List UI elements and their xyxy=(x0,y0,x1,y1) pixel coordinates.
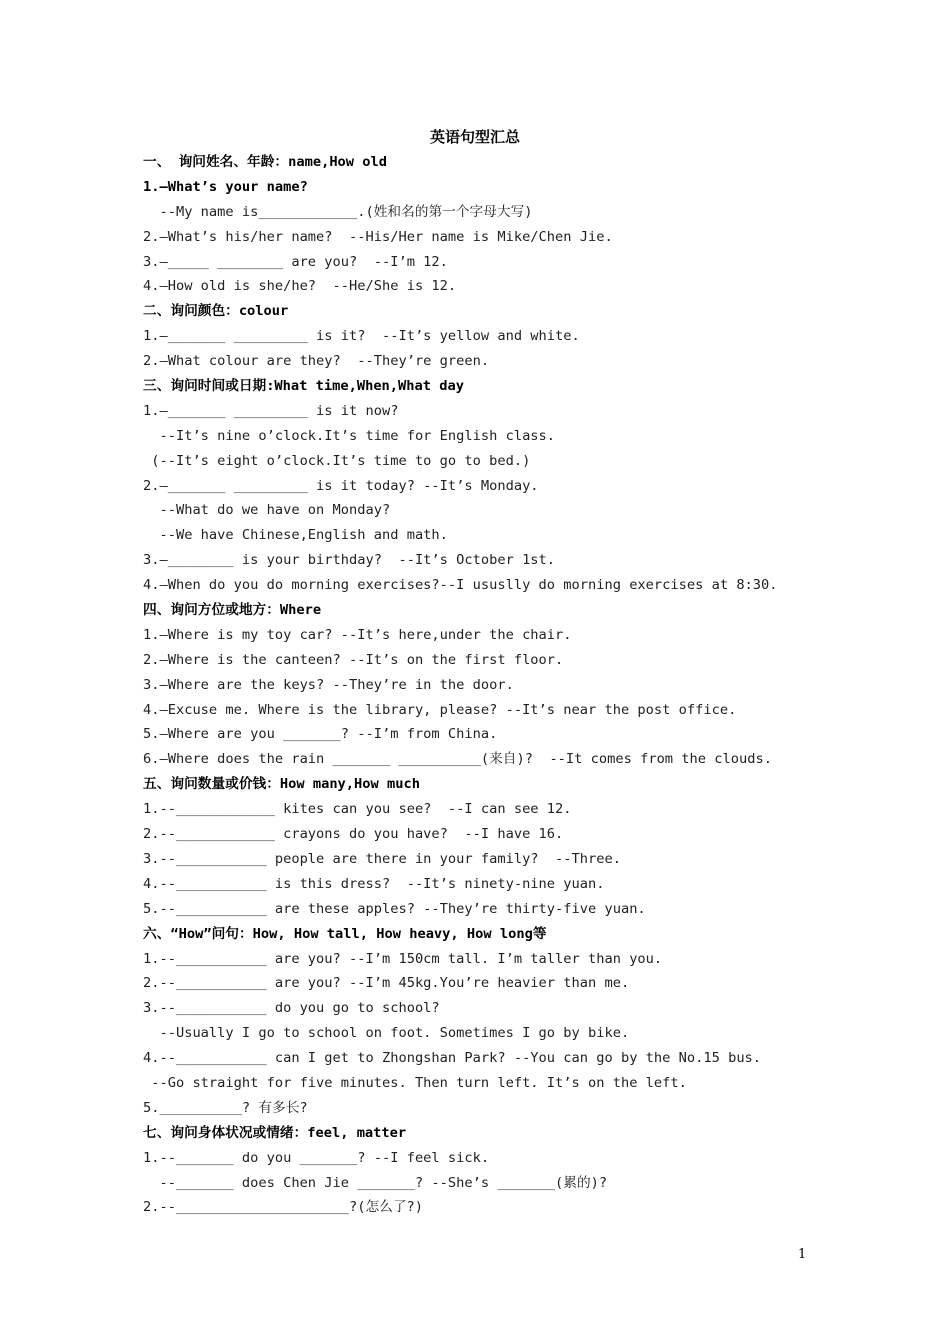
sentence-line: --_______ does Chen Jie _______? --She’s _______(累的)? xyxy=(143,1174,608,1191)
sentence-line: 1.—What’s your name? xyxy=(143,178,308,195)
page-number: 1 xyxy=(798,1247,807,1262)
sentence-line: --It’s nine o’clock.It’s time for English class. xyxy=(143,427,556,444)
sentence-line: 2.--_____________________?(怎么了?) xyxy=(143,1199,424,1216)
sentence-line: 1.—_______ _________ is it now? xyxy=(143,402,399,419)
section-heading-where: 四、询问方位或地方：Where xyxy=(143,602,322,619)
sentence-line: 4.—Excuse me. Where is the library, please? --It’s near the post office. xyxy=(143,701,737,718)
sentence-line: 2.—What colour are they? --They’re green. xyxy=(143,353,490,370)
section-heading-colour: 二、询问颜色：colour xyxy=(143,303,289,320)
sentence-line: 3.—Where are the keys? --They’re in the door. xyxy=(143,676,514,693)
sentence-line: 2.—What’s his/her name? --His/Her name is Mike/Chen Jie. xyxy=(143,228,613,245)
sentence-line: --Go straight for five minutes. Then turn left. It’s on the left. xyxy=(143,1074,687,1091)
sentence-line: 1.--___________ are you? --I’m 150cm tall. I’m taller than you. xyxy=(143,950,663,967)
sentence-line: 4.—When do you do morning exercises?--I ususlly do morning exercises at 8:30. xyxy=(143,577,778,594)
section-heading-quantity-price: 五、询问数量或价钱：How many,How much xyxy=(143,776,420,793)
sentence-line: 1.—Where is my toy car? --It’s here,under the chair. xyxy=(143,626,572,643)
sentence-line: --What do we have on Monday? xyxy=(143,502,391,519)
sentence-line: 3.—________ is your birthday? --It’s October 1st. xyxy=(143,552,556,569)
section-heading-how-questions: 六、“How”问句：How, How tall, How heavy, How long等 xyxy=(143,925,547,942)
sentence-line: 2.—_______ _________ is it today? --It’s Monday. xyxy=(143,477,539,494)
sentence-line: 6.—Where does the rain _______ __________(来自)? --It comes from the clouds. xyxy=(143,751,772,768)
sentence-line: 1.—_______ _________ is it? --It’s yellow and white. xyxy=(143,328,580,345)
sentence-line: --My name is____________.(姓和名的第一个字母大写) xyxy=(143,203,533,220)
section-heading-feelings: 七、询问身体状况或情绪：feel, matter xyxy=(143,1124,407,1141)
sentence-line: 5.—Where are you _______? --I’m from China. xyxy=(143,726,498,743)
sentence-line: 5.--___________ are these apples? --They’re thirty-five yuan. xyxy=(143,900,646,917)
sentence-line: --We have Chinese,English and math. xyxy=(143,527,448,544)
document-body xyxy=(143,150,843,1220)
sentence-line: 1.--_______ do you _______? --I feel sick. xyxy=(143,1149,490,1166)
section-heading-time-date: 三、询问时间或日期:What time,When,What day xyxy=(143,378,464,395)
sentence-line: 5.__________? 有多长? xyxy=(143,1099,308,1116)
sentence-line: --Usually I go to school on foot. Sometimes I go by bike. xyxy=(143,1025,630,1042)
section-heading-name-age: 一、 询问姓名、年龄：name,How old xyxy=(143,154,388,170)
sentence-line: 3.—_____ ________ are you? --I’m 12. xyxy=(143,253,448,270)
sentence-line: 1.--____________ kites can you see? --I can see 12. xyxy=(143,801,572,818)
document-title: 英语句型汇总 xyxy=(429,128,520,146)
sentence-line: 4.--___________ can I get to Zhongshan Park? --You can go by the No.15 bus. xyxy=(143,1050,762,1067)
sentence-line: 2.--____________ crayons do you have? --I have 16. xyxy=(143,826,564,843)
sentence-line: 3.--___________ people are there in your family? --Three. xyxy=(143,850,621,867)
sentence-line: 2.--___________ are you? --I’m 45kg.You’re heavier than me. xyxy=(143,975,630,992)
sentence-line: 2.—Where is the canteen? --It’s on the first floor. xyxy=(143,651,564,668)
sentence-line: (--It’s eight o’clock.It’s time to go to bed.) xyxy=(143,452,531,469)
sentence-line: 4.--___________ is this dress? --It’s ninety-nine yuan. xyxy=(143,875,605,892)
sentence-line: 3.--___________ do you go to school? xyxy=(143,1000,440,1017)
sentence-line: 4.—How old is she/he? --He/She is 12. xyxy=(143,278,457,295)
